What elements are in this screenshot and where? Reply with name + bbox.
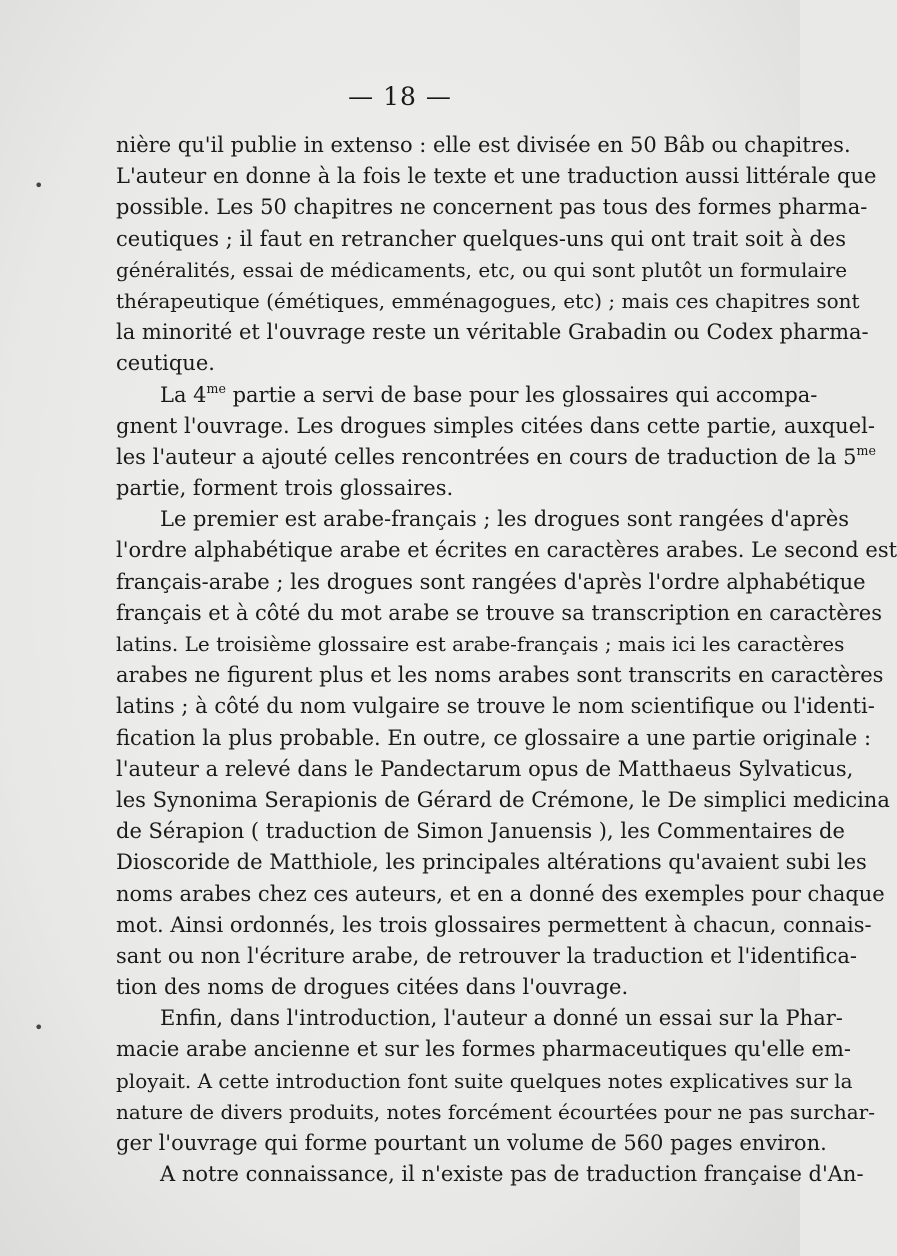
text-line: français et à côté du mot arabe se trouve sa transcription en caractères bbox=[116, 600, 882, 625]
text-line: latins ; à côté du nom vulgaire se trouve le nom scientifique ou l'identi- bbox=[116, 694, 875, 719]
line-segment: La 4 bbox=[160, 382, 207, 407]
text-line: nature de divers produits, notes forcément écourtées pour ne pas surchar- bbox=[116, 1099, 875, 1124]
text-line bbox=[116, 380, 818, 411]
text-line: macie arabe ancienne et sur les formes pharmaceutiques qu'elle em- bbox=[116, 1037, 851, 1062]
text-line: l'ordre alphabétique arabe et écrites en caractères arabes. Le second est bbox=[116, 538, 897, 563]
page-number: — 18 — bbox=[348, 82, 452, 111]
line-segment: partie a servi de base pour les glossaires qui accompa- bbox=[225, 382, 818, 407]
text-line: ger l'ouvrage qui forme pourtant un volume de 560 pages environ. bbox=[116, 1131, 827, 1155]
text-line: nière qu'il publie in extenso : elle est divisée en 50 Bâb ou chapitres. bbox=[116, 133, 851, 157]
text-line: l'auteur a relevé dans le Pandectarum opus de Matthaeus Sylvaticus, bbox=[116, 756, 854, 781]
text-line: latins. Le troisième glossaire est arabe-français ; mais ici les caractères bbox=[116, 632, 845, 656]
margin-mark: • bbox=[34, 176, 44, 195]
text-line: français-arabe ; les drogues sont rangées d'après l'ordre alphabétique bbox=[116, 569, 866, 594]
text-line: thérapeutique (émétiques, emménagogues, etc) ; mais ces chapitres sont bbox=[116, 288, 860, 313]
superscript: me bbox=[206, 380, 226, 396]
text-line: Le premier est arabe-français ; les drogues sont rangées d'après bbox=[160, 507, 850, 532]
body-text bbox=[116, 130, 897, 1190]
text-line: les Synonima Serapionis de Gérard de Crémone, le De simplici medicina bbox=[116, 787, 890, 812]
text-line: Enfin, dans l'introduction, l'auteur a donné un essai sur la Phar- bbox=[160, 1006, 843, 1031]
text-line: de Sérapion ( traduction de Simon Januensis ), les Commentaires de bbox=[116, 819, 845, 844]
text-line: généralités, essai de médicaments, etc, ou qui sont plutôt un formulaire bbox=[116, 257, 848, 282]
text-line: gnent l'ouvrage. Les drogues simples citées dans cette partie, auxquel- bbox=[116, 413, 875, 438]
text-line: possible. Les 50 chapitres ne concernent pas tous des formes pharma- bbox=[116, 195, 868, 220]
text-line: L'auteur en donne à la fois le texte et une traduction aussi littérale que bbox=[116, 164, 877, 189]
text-line: noms arabes chez ces auteurs, et en a donné des exemples pour chaque bbox=[116, 881, 885, 906]
text-line: ceutiques ; il faut en retrancher quelques-uns qui ont trait soit à des bbox=[116, 226, 846, 251]
text-line: tion des noms de drogues citées dans l'ouvrage. bbox=[116, 975, 629, 1000]
text-line: ployait. A cette introduction font suite quelques notes explicatives sur la bbox=[116, 1068, 853, 1093]
margin-mark: • bbox=[34, 1018, 44, 1037]
text-line: sant ou non l'écriture arabe, de retrouver la traduction et l'identifica- bbox=[116, 943, 857, 968]
text-line: la minorité et l'ouvrage reste un véritable Grabadin ou Codex pharma- bbox=[116, 320, 869, 345]
text-line: A notre connaissance, il n'existe pas de traduction française d'An- bbox=[160, 1162, 864, 1187]
text-line: fication la plus probable. En outre, ce glossaire a une partie originale : bbox=[116, 725, 872, 750]
text-line: ceutique. bbox=[116, 351, 215, 376]
line-segment: les l'auteur a ajouté celles rencontrées en cours de traduction de la 5 bbox=[116, 444, 857, 469]
text-line: arabes ne figurent plus et les noms arabes sont transcrits en caractères bbox=[116, 663, 884, 688]
text-line: partie, forment trois glossaires. bbox=[116, 476, 454, 501]
text-line bbox=[116, 442, 876, 473]
superscript: me bbox=[856, 443, 876, 459]
text-line: Dioscoride de Matthiole, les principales altérations qu'avaient subi les bbox=[116, 850, 867, 875]
text-line: mot. Ainsi ordonnés, les trois glossaires permettent à chacun, connais- bbox=[116, 912, 872, 937]
